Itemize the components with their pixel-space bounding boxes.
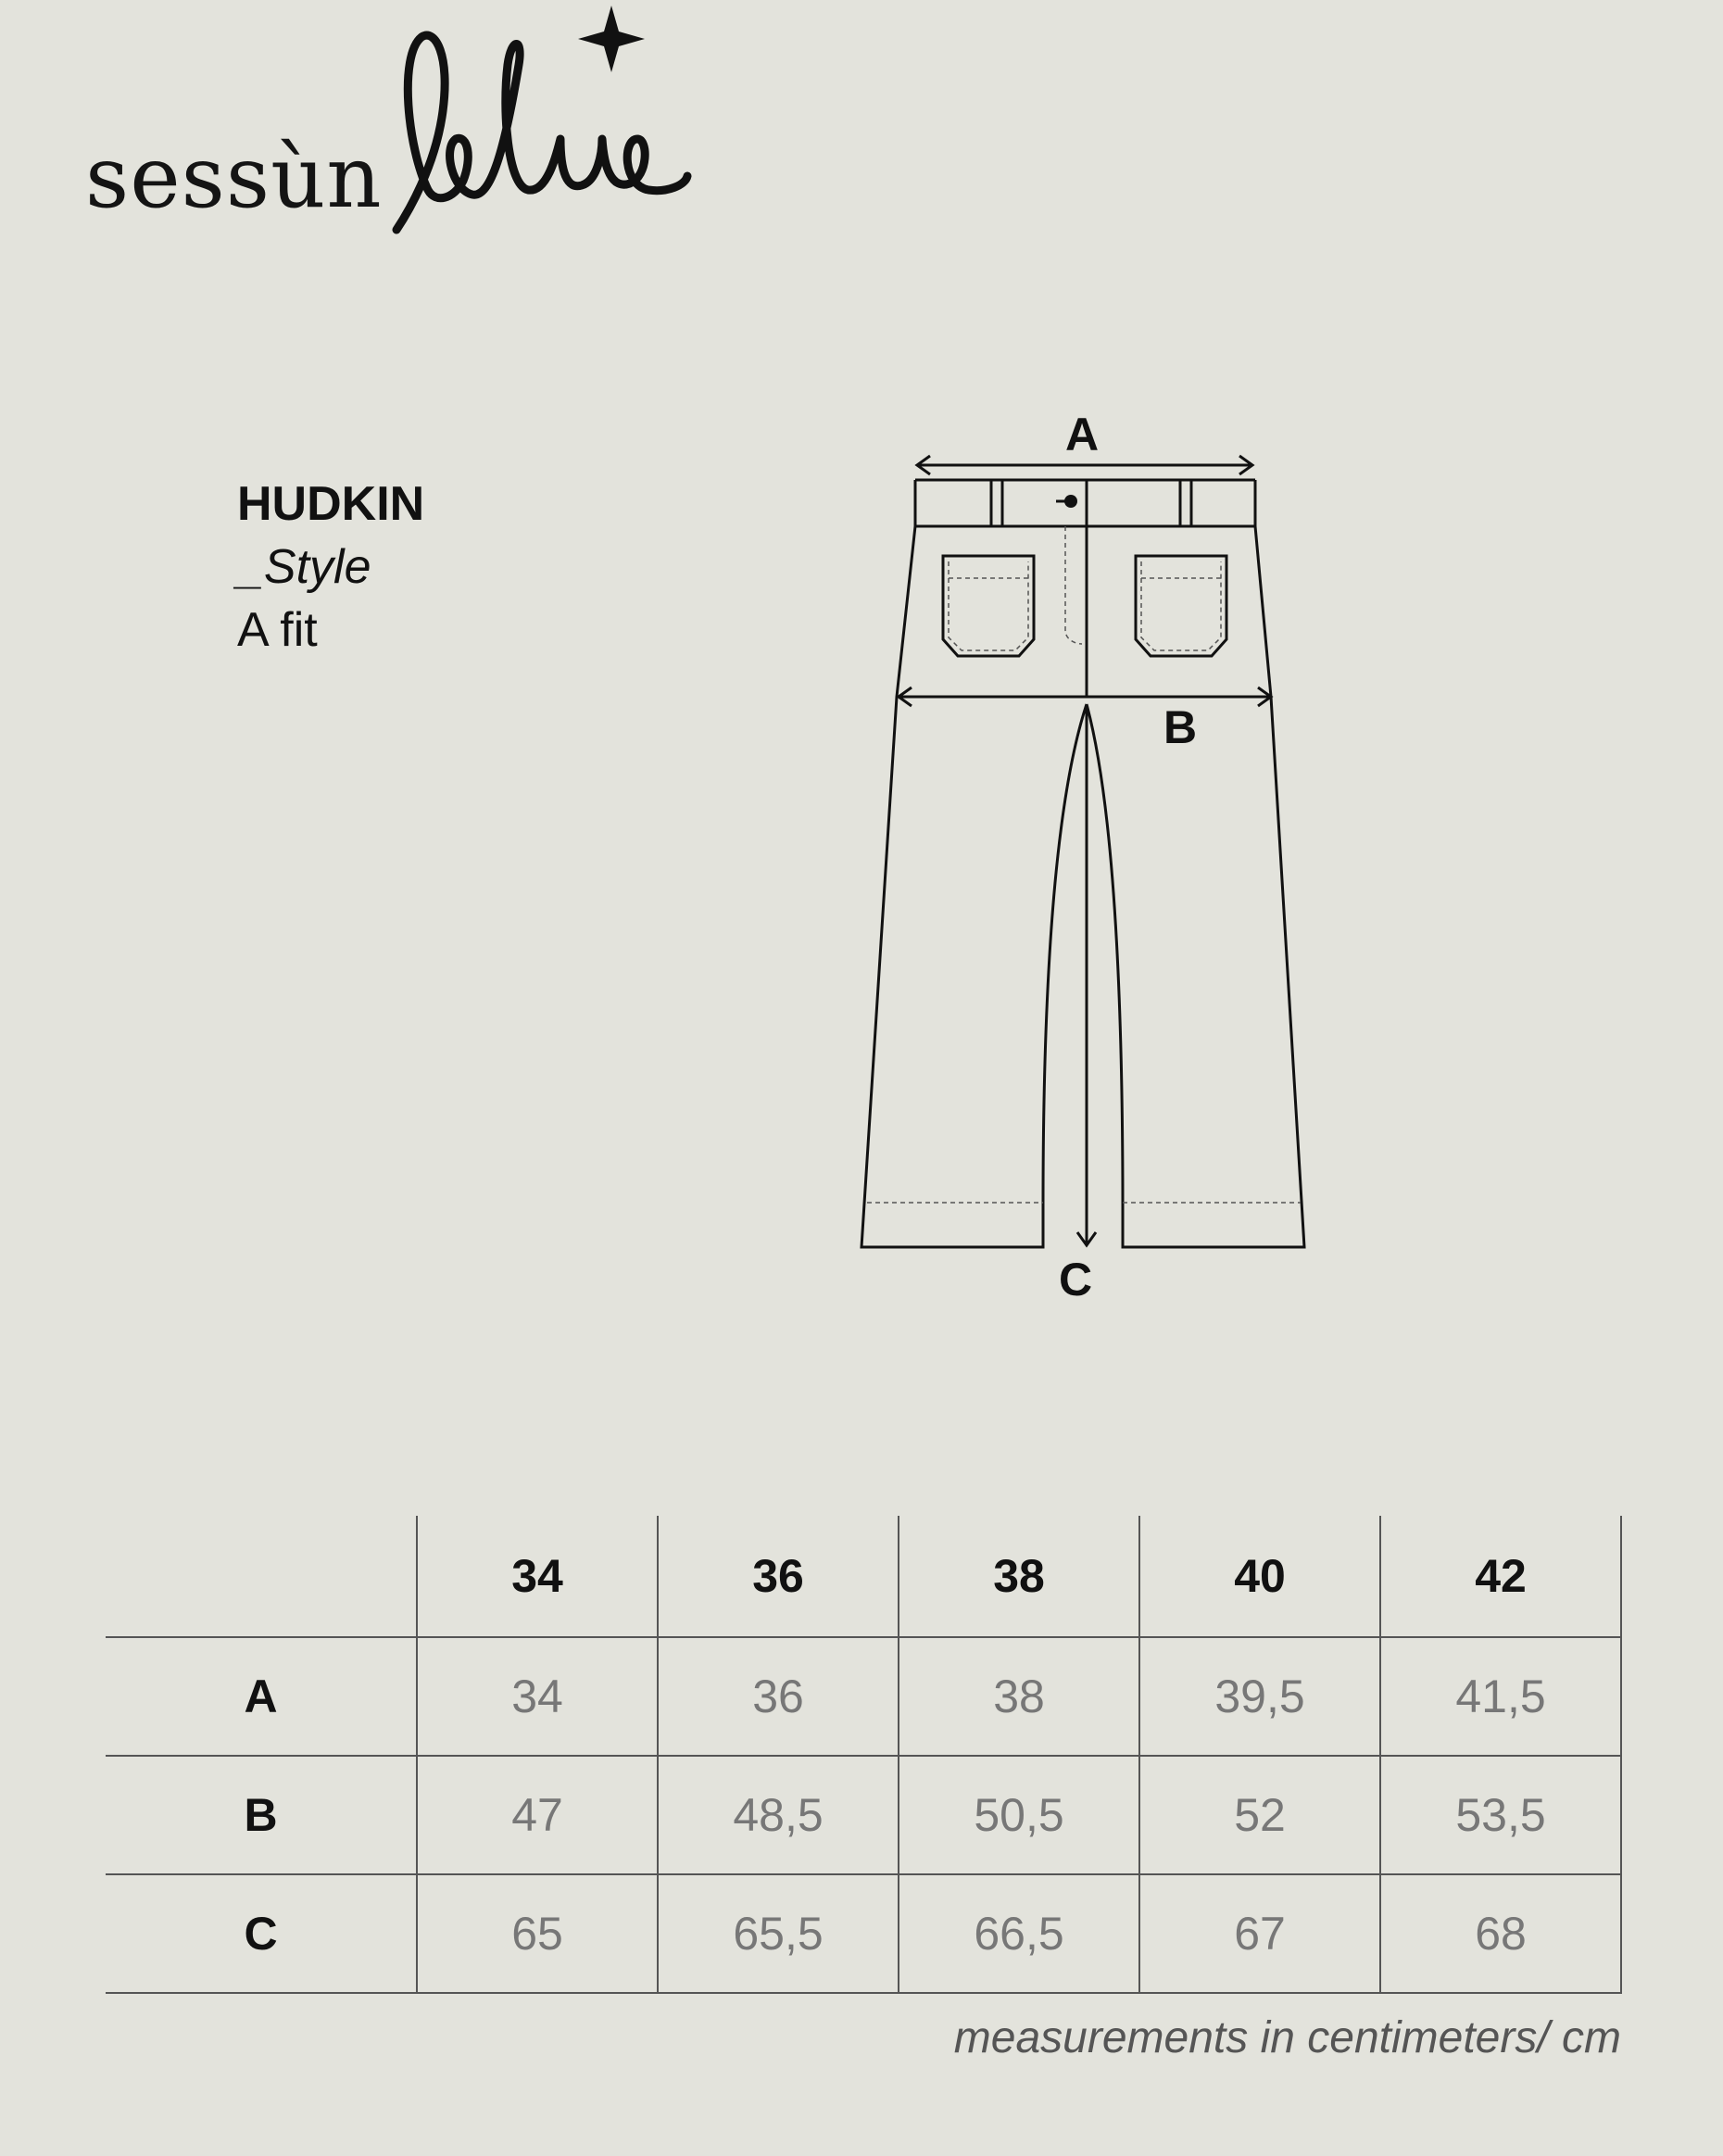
table-row (106, 1874, 1621, 1993)
table-row (106, 1756, 1621, 1874)
table-cell: 38 (899, 1637, 1139, 1756)
product-style: _Style (237, 540, 371, 594)
table-cell: 39,5 (1139, 1637, 1380, 1756)
table-cell: 65 (417, 1874, 658, 1993)
button-icon (1064, 495, 1077, 508)
table-cell: 50,5 (899, 1756, 1139, 1874)
table-cell: 65,5 (658, 1874, 899, 1993)
table-header-row (106, 1516, 1621, 1637)
table-cell: 68 (1380, 1874, 1621, 1993)
table-cell: 36 (658, 1637, 899, 1756)
size-table (106, 1516, 1622, 1994)
row-label: C (106, 1874, 417, 1993)
units-note: measurements in centimeters/ cm (953, 2013, 1621, 2062)
product-name: HUDKIN (237, 477, 425, 531)
label-c: C (1059, 1254, 1093, 1305)
table-row (106, 1637, 1621, 1756)
brand-name: sessùn (85, 128, 383, 227)
size-header: 40 (1139, 1516, 1380, 1637)
table-cell: 34 (417, 1637, 658, 1756)
table-cell: 48,5 (658, 1756, 899, 1874)
size-header: 34 (417, 1516, 658, 1637)
row-label: B (106, 1756, 417, 1874)
table-cell: 52 (1139, 1756, 1380, 1874)
size-header: 38 (899, 1516, 1139, 1637)
table-cell: 67 (1139, 1874, 1380, 1993)
size-header: 36 (658, 1516, 899, 1637)
product-fit: A fit (237, 603, 318, 657)
table-cell: 66,5 (899, 1874, 1139, 1993)
table-cell: 47 (417, 1756, 658, 1874)
size-header: 42 (1380, 1516, 1621, 1637)
label-a: A (1065, 409, 1100, 460)
label-b: B (1163, 701, 1198, 753)
table-corner (106, 1516, 417, 1637)
table-cell: 41,5 (1380, 1637, 1621, 1756)
row-label: A (106, 1637, 417, 1756)
table-cell: 53,5 (1380, 1756, 1621, 1874)
